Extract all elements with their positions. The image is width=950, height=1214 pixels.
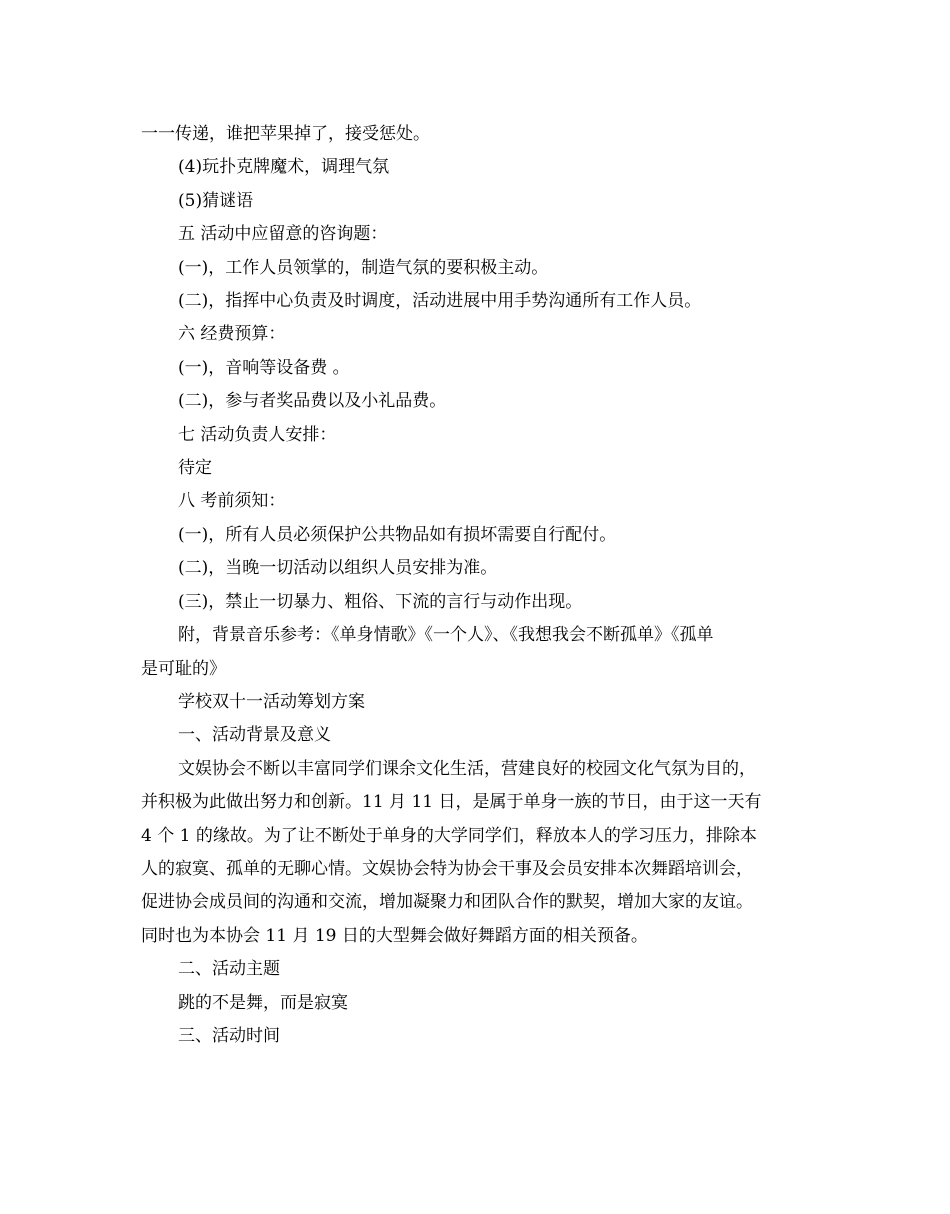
text-line: 六 经费预算： <box>178 324 286 345</box>
text-line: (二)，当晚一切活动以组织人员安排为准。 <box>178 558 498 579</box>
text-line: 文娱协会不断以丰富同学们课余文化生活，营建良好的校园文化气氛为目的， <box>178 758 756 779</box>
text-line: 附，背景音乐参考：《单身情歌》《一个人》、《我想我会不断孤单》《孤单 <box>178 625 714 646</box>
text-line: (4)玩扑克牌魔术，调理气氛 <box>178 157 390 178</box>
text-line: 八 考前须知： <box>178 491 286 512</box>
text-line: 二、活动主题 <box>178 959 280 980</box>
text-line: 并积极为此做出努力和创新。11 月 11 日，是属于单身一族的节日，由于这一天有 <box>141 792 762 813</box>
text-line: 一一传递，谁把苹果掉了，接受惩处。 <box>141 124 430 144</box>
text-line: (三)，禁止一切暴力、粗俗、下流的言行与动作出现。 <box>178 591 583 612</box>
text-line: (一)，所有人员必须保护公共物品如有损坏需要自行配付。 <box>178 524 617 545</box>
text-line: 人的寂寞、孤单的无聊心情。文娱协会特为协会干事及会员安排本次舞蹈培训会， <box>141 858 753 879</box>
text-line: 是可耻的》 <box>141 658 226 679</box>
text-line: (一)，工作人员领掌的，制造气氛的要积极主动。 <box>178 257 549 278</box>
text-line: 同时也为本协会 11 月 19 日的大型舞会做好舞蹈方面的相关预备。 <box>141 925 648 946</box>
text-line: 促进协会成员间的沟通和交流，增加凝聚力和团队合作的默契，增加大家的友谊。 <box>141 892 753 913</box>
text-line: (二)，指挥中心负责及时调度，活动进展中用手势沟通所有工作人员。 <box>178 291 702 312</box>
text-line: 三、活动时间 <box>178 1025 280 1046</box>
text-line: (5)猜谜语 <box>178 190 254 211</box>
text-line: 跳的不是舞，而是寂寞 <box>178 992 348 1013</box>
text-line: (二)，参与者奖品费以及小礼品费。 <box>178 391 447 412</box>
text-line: 七 活动负责人安排： <box>178 424 337 445</box>
text-line: 4 个 1 的缘故。为了让不断处于单身的大学同学们，释放本人的学习压力，排除本 <box>141 825 757 846</box>
text-line: 五 活动中应留意的咨询题： <box>178 224 388 245</box>
text-line: 待定 <box>178 458 212 479</box>
text-line: 一、活动背景及意义 <box>178 725 331 746</box>
document-body <box>141 118 813 1053</box>
text-line: (一)，音响等设备费 。 <box>178 357 350 378</box>
text-line: 学校双十一活动筹划方案 <box>178 691 365 712</box>
